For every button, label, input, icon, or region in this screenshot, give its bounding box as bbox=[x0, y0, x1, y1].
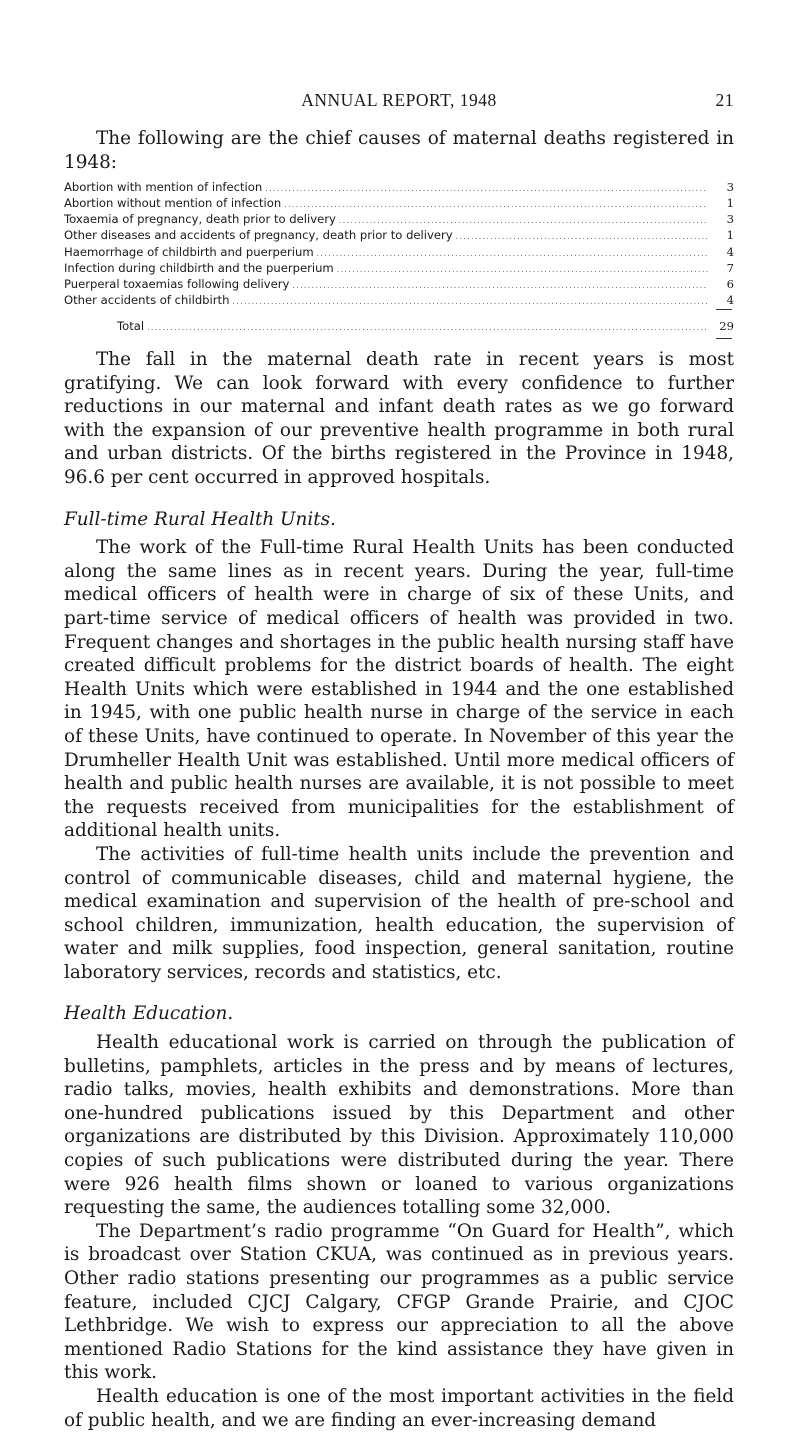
cause-label: Abortion with mention of infection bbox=[64, 180, 263, 195]
dot-leader bbox=[284, 197, 708, 212]
paragraph-education-demand: Health education is one of the most important activities in the field of public health, and we are finding an ever-increasing demand bbox=[64, 1385, 734, 1431]
cause-count: 6 bbox=[726, 276, 734, 291]
cause-count: 7 bbox=[726, 260, 734, 275]
cause-label: Haemorrhage of childbirth and puerperium bbox=[64, 244, 314, 259]
running-head-title: ANNUAL REPORT, 1948 bbox=[301, 90, 497, 110]
table-row bbox=[64, 261, 734, 277]
table-row bbox=[64, 245, 734, 261]
table-row bbox=[64, 180, 734, 196]
cause-count: 4 bbox=[726, 244, 734, 259]
dot-leader bbox=[317, 246, 708, 261]
total-rule-bottom bbox=[64, 338, 734, 339]
table-row bbox=[64, 293, 734, 309]
paragraph-unit-activities: The activities of full-time health units include the prevention and control of communicable diseases, child and maternal hygiene, the medical examination and supervision of the health of pre-school and school children, immunization, health education, the supervision of water and milk supplies, food inspection, general sanitation, routine laboratory services, records and statistics, etc. bbox=[64, 843, 734, 983]
paragraph-rural-units: The work of the Full-time Rural Health Units has been conducted along the same lines as in recent years. During the year, full-time medical officers of health were in charge of six of these Units, and part-time service of medical officers of health was provided in two. Frequent changes and shortages in the public health nursing staff have created difficult problems for the district boards of health. The eight Health Units which were established in 1944 and the one established in 1945, with one public health nurse in charge of the service in each of these Units, have continued to operate. In November of this year the Drumheller Health Unit was established. Until more medical officers of health and public health nurses are available, it is not possible to meet the requests received from municipalities for the establishment of additional health units. bbox=[64, 537, 734, 842]
table-row bbox=[64, 228, 734, 244]
table-row bbox=[64, 277, 734, 293]
dot-leader bbox=[232, 294, 708, 309]
total-rule-top bbox=[64, 309, 734, 310]
cause-count: 1 bbox=[726, 196, 734, 211]
table-row bbox=[64, 196, 734, 212]
intro-paragraph: The following are the chief causes of maternal deaths registered in 1948: bbox=[64, 128, 734, 173]
paragraph-maternal-rate: The fall in the maternal death rate in recent years is most gratifying. We can look forward with every confidence to further reductions in our maternal and infant death rates as we go forward with the expansion of our preventive health programme in both rural and urban districts. Of the births registered in the Province in 1948, 96.6 per cent occurred in approved hospitals. bbox=[64, 349, 734, 488]
total-label: Total bbox=[117, 318, 145, 333]
maternal-deaths-table bbox=[64, 180, 734, 339]
heading-rural-health-units: Full-time Rural Health Units. bbox=[64, 508, 336, 530]
cause-count: 1 bbox=[726, 228, 734, 243]
paragraph-education-work: Health educational work is carried on through the publication of bulletins, pamphlets, articles in the press and by means of lectures, radio talks, movies, health exhibits and demonstrations. More than one-hundred publications issued by this Department and other organizations are distributed by this Division. Approximately 110,000 copies of such publications were distributed during the year. There were 926 health films shown or loaned to various organizations requesting the same, the audiences totalling some 32,000. bbox=[64, 1032, 734, 1219]
dot-leader bbox=[456, 229, 708, 244]
paragraph-radio-programme: The Department’s radio programme “On Guard for Health”, which is broadcast over Station CKUA, was continued as in previous years. Other radio stations presenting our programmes as a public service feature, included CJCJ Calgary, CFGP Grande Prairie, and CJOC Lethbridge. We wish to express our appreciation to all the above mentioned Radio Stations for the kind assistance they have given in this work. bbox=[64, 1220, 734, 1384]
cause-label: Abortion without mention of infection bbox=[64, 196, 282, 211]
total-count: 29 bbox=[719, 318, 734, 333]
dot-leader bbox=[292, 278, 708, 293]
page-number: 21 bbox=[715, 90, 734, 110]
total-row bbox=[64, 319, 734, 335]
cause-count: 4 bbox=[726, 292, 734, 307]
cause-count: 3 bbox=[726, 180, 734, 195]
report-page bbox=[64, 90, 734, 1432]
cause-label: Toxaemia of pregnancy, death prior to delivery bbox=[64, 212, 336, 227]
cause-label: Puerperal toxaemias following delivery bbox=[64, 276, 290, 291]
cause-count: 3 bbox=[726, 212, 734, 227]
dot-leader bbox=[337, 262, 708, 277]
dot-leader bbox=[339, 213, 708, 228]
dot-leader bbox=[147, 320, 708, 335]
table-row bbox=[64, 212, 734, 228]
cause-label: Other accidents of childbirth bbox=[64, 292, 230, 307]
running-head bbox=[64, 90, 734, 120]
cause-label: Infection during childbirth and the puerperium bbox=[64, 260, 334, 275]
heading-health-education: Health Education. bbox=[64, 1003, 234, 1025]
dot-leader bbox=[265, 181, 708, 196]
cause-label: Other diseases and accidents of pregnancy, death prior to delivery bbox=[64, 228, 453, 243]
